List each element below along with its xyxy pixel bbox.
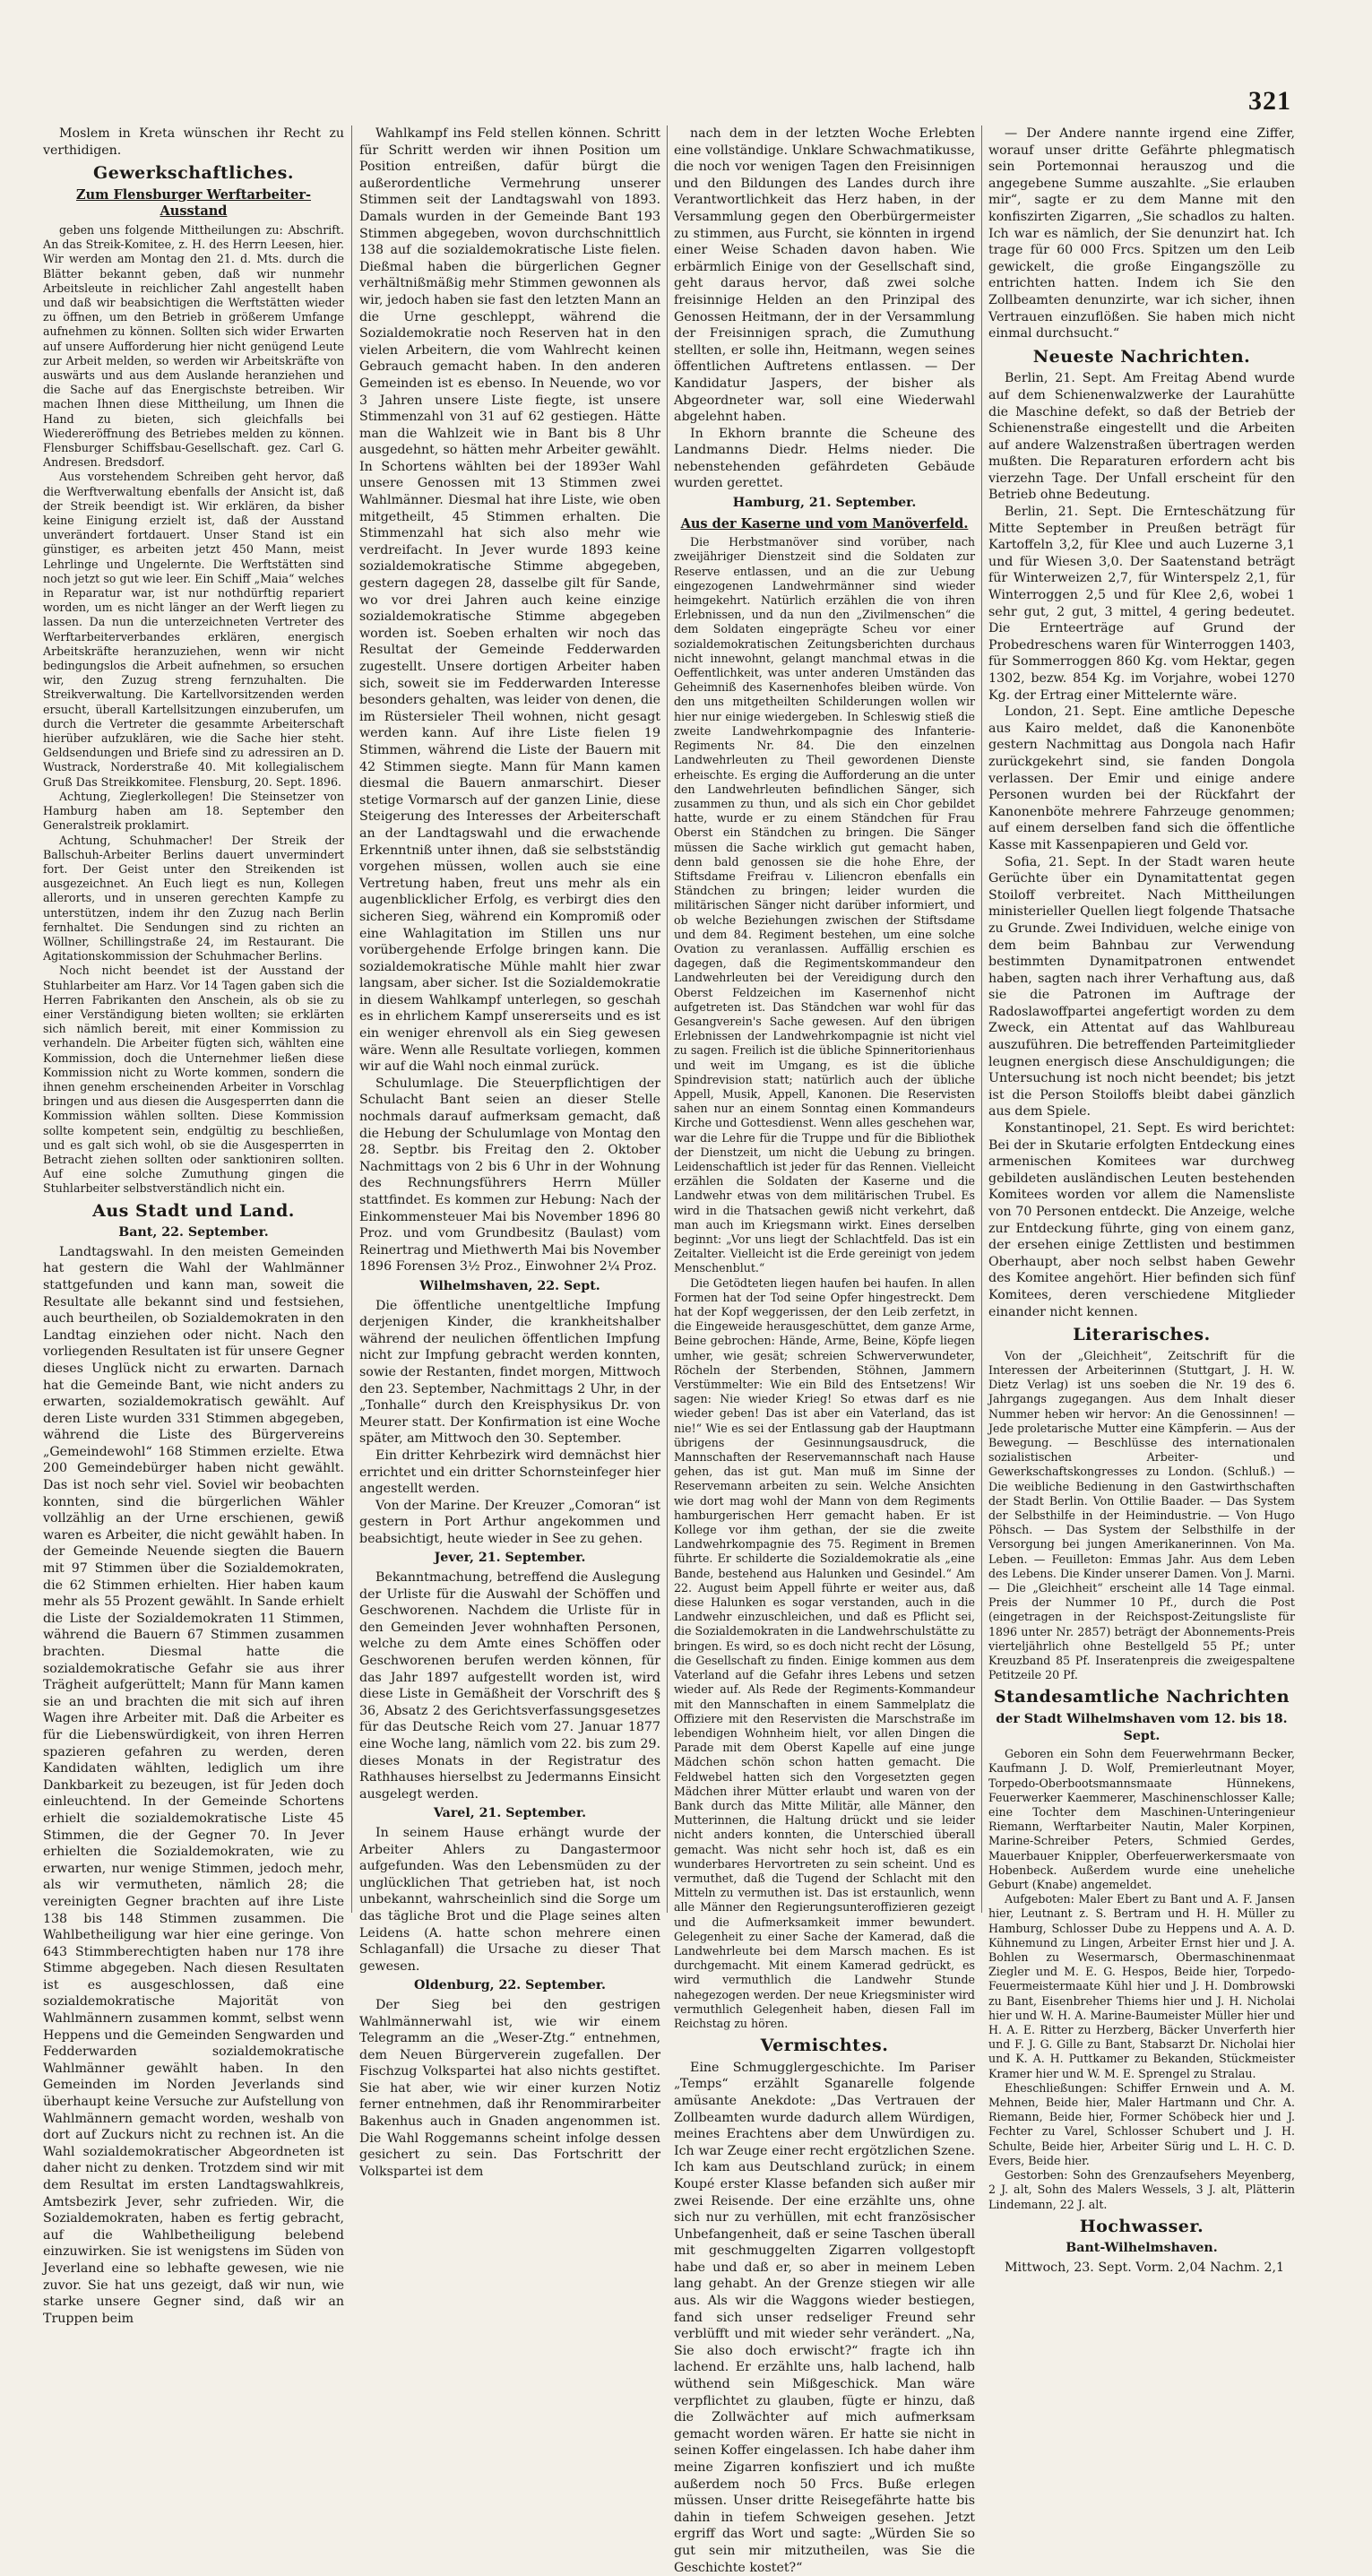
article-paragraph: Eine Schmugglergeschichte. Im Pariser „Temps“ erzählt Sganarelle folgende amüsante Anekdote: „Das Vertrauen der Zollbeamten wurde dadurch allem Würdigen, meines Erachtens aber dem Unwürdigen zu. Ich war Zeuge einer recht ergötzlichen Szene. Ich kam aus Deutschland zurück; in einem Koupé erster Klasse befanden sich außer mir zwei Reisende. Der eine erzählte uns, ohne sich nur zu verhüllen, mit echt französischer Unbefangenheit, daß er seine Taschen überall mit geschmuggelten Zigarren vollgestopft habe und daß er, so aber in meinem Leben lang gehabt. An der Grenze stiegen wir alle aus. Als wir die Waggons wieder bestiegen, fand sich unser redseliger Freund sehr verblüfft und mit wieder sehr verändert. „Na, Sie also doch erwischt?“ fragte ich ihn lachend. Er erzählte uns, halb lachend, halb wüthend sein Mißgeschick. Man wäre verpflichtet zu glauben, fügte er hinzu, daß die Zollwächter auf mich aufmerksam gemacht worden wären. Er hatte sie nicht in seinen Koffer eingelassen. Ich habe daher ihm meine Zigarren konfisziert und ich mußte außerdem noch 50 Frcs. Buße erlegen müssen. Unser dritte Reisegefährte hatte bis dahin in tiefem Schweigen gesehen. Jetzt ergriff das Wort und sagte: „Würden Sie so gut sein mir mitzutheilen, was Sie die Geschichte kostet?“	[674, 2060, 975, 2575]
article-paragraph: Die öffentliche unentgeltliche Impfung derjenigen Kinder, die krankheitshalber während der neulichen öffentlichen Impfung nicht zur Impfung gebracht werden konnten, sowie der Restanten, findet morgen, Mittwoch den 23. September, Nachmittags 2 Uhr, in der „Tonhalle“ durch den Kreisphysikus Dr. von Meurer statt. Der Konfirmation ist eine Woche später, am Mittwoch den 30. September.	[359, 1298, 660, 1447]
section-heading: Vermischtes.	[760, 2036, 889, 2056]
article-paragraph: Die Getödteten liegen haufen bei haufen. In allen Formen hat der Tod seine Opfer hingestreckt. Dem hat der Kopf weggerissen, der den Leib zerfetzt, in die Eingeweide herausgeschüttet, dem ganze Arme, Beine gebrochen: Hände, Arme, Beine, Köpfe liegen umher, wie gesät; schreien Schwerverwundeter, Röcheln der Sterbenden, Stöhnen, Jammern Verstümmelter: Wie ein Bild des Entsetzens! Wir sagen: Nie wieder Krieg! So etwas darf es nie wieder geben! Das ist aber ein Vaterland, das ist nie!“ Wie es sei der Entlassung gab der Hauptmann übrigens der Gesinnungsausdruck, die Mannschaften der Reservemannschaft nach Hause gehen, das ist gut. Man muß im Sinne der Reservemann arbeiten zu sein. Welche Ansichten wie dort mag wohl der Mann von dem Regiments hamburgerischen Herr gemacht haben. Er ist Kollege vor ihm gethan, der sie die zweite Landwehrkompagnie des 75. Regiment in Bremen führte. Er schilderte die Sozialdemokratie als „eine Bande, bestehend aus Halunken und Gesindel.“ Am 22. August beim Appell führte er weiter aus, daß diese Halunken es sogar verstanden, auch in die Landwehr einzuschleichen, und daß es Pflicht sei, die Sozialdemokraten in die Landwehrschulstätte zu bringen. Es wird, so es doch nicht recht der Lösung, die Gesellschaft zu finden. Einige kommen aus dem Vaterland auf die Gefahr ihres Lebens und setzen wieder auf. Als Rede der Regiments-Kommandeur mit den Mannschaften in einem Sammelplatz die Offiziere mit den Reservisten die Marschstraße im lebendigen Wohnheim hielt, vor allen Dingen die Parade mit dem Oberst Kapelle auf eine junge Mädchen schön schon hatten gemacht. Die Feldwebel hatten sich den Vorgesetzten gegen Mädchen ihrer Mütter erlaubt und waren von der Bank durch das Mitte Militär, alle Männer, den Mutterinnen, die Haltung drückt und sie leider nicht anders konnten, die Unterschied überall gemacht. Was nicht sehr hoch ist, daß es ein wunderbares Hervortreten zu sein scheint. Und es vermuthet, daß die Tugend der Schlacht mit den Mitteln zu vermuthen ist. Das ist erstaunlich, wenn alle Männer den Regierungsunteroffizieren gezeigt und die Aufmerksamkeit immer bewundert. Gelegenheit zu einer Sache der Kamerad, daß die Landwehrleute bei dem Marsch machen. Es ist durchgemacht. Mit einem Kamerad gedrückt, es wird vermuthlich die Landwehr Stunde nahegezogen werden. Der neue Kriegsminister wird vermuthlich Gelegenheit haben, diesen Fall im Reichstag zu hören.	[674, 1275, 975, 2030]
column-divider	[667, 125, 668, 1913]
dateline: Bant, 22. September.	[118, 1225, 269, 1240]
column-2	[359, 125, 660, 2179]
column-divider	[351, 125, 352, 1913]
section-heading: Literarisches.	[1073, 1325, 1211, 1345]
article-paragraph: In Ekhorn brannte die Scheune des Landmanns Diedr. Helms nieder. Die nebenstehenden gefährdeten Gebäude wurden gerettet.	[674, 426, 975, 491]
dateline: Bant-Wilhelmshaven.	[1066, 2241, 1218, 2256]
dateline: der Stadt Wilhelmshaven vom 12. bis 18. Sept.	[996, 1712, 1288, 1743]
section-heading: Neueste Nachrichten.	[1032, 346, 1251, 367]
article-paragraph: Wahlkampf ins Feld stellen können. Schritt für Schritt werden wir ihnen Position um Position entreißen, dafür bürgt die außerordentliche Vermehrung unserer Stimmen seit der Landtagswahl von 1893. Damals wurden in der Gemeinde Bant 193 Stimmen abgegeben, wovon durchschnittlich 138 auf die sozialdemokratische Liste fielen. Dießmal haben die bürgerlichen Gegner verhältnißmäßig mehr Stimmen gewonnen als wir, jedoch haben sie fast den letzten Mann an die Urne geschleppt, während die Sozialdemokratie noch Reserven hat in den vielen Arbeitern, die vom Wahlrecht keinen Gebrauch gemacht haben. In den anderen Gemeinden ist es ebenso. In Neuende, wo vor 3 Jahren unsere Liste fiegte, ist unsere Stimmenzahl von 31 auf 62 gestiegen. Hätte man die Wahlzeit wie in Bant bis 8 Uhr ausgedehnt, so hätten mehr Arbeiter gewählt. In Schortens wählten bei der 1893er Wahl unsere Genossen mit 13 Stimmen zwei Wahlmänner. Diesmal hat ihre Liste, wie oben mitgetheilt, 45 Stimmen erhalten. Die Stimmenzahl hat sich also mehr wie verdreifacht. In Jever wurde 1893 keine sozialdemokratische Stimme abgegeben, gestern dagegen 28, dasselbe gilt für Sande, wo vor drei Jahren auch keine einzige sozialdemokratische Stimme abgegeben worden ist. Soeben erhalten wir noch das Resultat der Gemeinde Fedderwarden zugestellt. Unsere dortigen Arbeiter haben sich, soweit sie im Fedderwarden Interesse besonders gehalten, was leider von denen, die im Rüstersieler Theil wohnen, nicht gesagt werden kann. Auf ihre Liste fielen 19 Stimmen, während die Liste der Bauern mit 42 Stimmen siegte. Mann für Mann kamen diesmal die Bauern anmarschirt. Dieser stetige Vormarsch auf der ganzen Linie, diese Steigerung des Interesses der Arbeiterschaft an der Landtagswahl und die erwachende Erkenntniß unter ihnen, daß sie selbstständig vorgehen müssen, wollen auch sie eine Vertretung haben, freut uns mehr als ein augenblicklicher Erfolg, es verbirgt dies den sicheren Sieg, während ein Kompromiß oder eine Wahlagitation im Stillen uns nur vorübergehende Erfolge bringen kann. Die sozialdemokratische Mühle mahlt hier zwar langsam, aber sicher. Ist die Sozialdemokratie in diesem Wahlkampf unterlegen, so geschah es in ehrlichem Kampf unsererseits und es ist ein weniger ehrenvoll als ein Sieg gewesen wäre. Wenn alle Resultate vorliegen, kommen wir auf die Wahl noch einmal zurück.	[359, 126, 660, 1075]
page-number: 321	[1248, 86, 1291, 116]
article-paragraph: Bekanntmachung, betreffend die Auslegung der Urliste für die Auswahl der Schöffen und Geschworenen. Nachdem die Urliste für in den Gemeinden Jever wohnhaften Personen, welche zu dem Amte eines Schöffen oder Geschworenen berufen werden können, für das Jahr 1897 aufgestellt worden ist, wird diese Liste in Gemäßheit der Vorschrift des § 36, Absatz 2 des Gerichtsverfassungsgesetzes für das Deutsche Reich vom 27. Januar 1877 eine Woche lang, nämlich vom 22. bis zum 29. dieses Monats in der Registratur des Rathhauses hierselbst zu Jedermanns Einsicht ausgelegt werden.	[359, 1570, 660, 1802]
article-paragraph: In seinem Hause erhängt wurde der Arbeiter Ahlers zu Dangastermoor aufgefunden. Was den Lebensmüden zu der unglücklichen That getrieben hat, ist noch unbekannt, wahrscheinlich sind die Sorge um das tägliche Brot und die Plage seines alten Leidens (A. hatte schon mehrere einen Schlaganfall) die Ursache zu dieser That gewesen.	[359, 1825, 660, 1974]
article-paragraph: Die Herbstmanöver sind vorüber, nach zweijähriger Dienstzeit sind die Soldaten zur Reserve entlassen, und an die zur Uebung eingezogenen Landwehrmänner sind wieder heimgekehrt. Natürlich erzählen die von ihren Erlebnissen, und da nun den „Zivilmenschen“ die dem Soldaten eingeprägte Scheu vor einer sozialdemokratischen Zeitungsberichten durchaus nicht innewohnt, gelangt manchmal etwas in die Oeffentlichkeit, was unter anderen Umständen das Geheimniß des Kasernenhofes bleiben würde. Von den uns mitgetheilten Schilderungen wollen wir hier nur einige wiedergeben. In Schleswig stieß die zweite Landwehrkompagnie des Infanterie-Regiments Nr. 84. Die den einzelnen Landwehrleuten zu Theil gewordenen Dienste erheischte. Es erging die Aufforderung an die unter den Landwehrleuten befindlichen Sänger, sich zusammen zu thun, und als sich ein Chor gebildet hatte, wurde er zu einem Ständchen für Frau Oberst ein Ständchen zu bringen. Die Sänger müssen die Sache wirklich gut gemacht haben, denn bald genossen sie die hohe Ehre, der Stiftsdame Freifrau v. Liliencron ebenfalls ein Ständchen zu bringen; leider wurden die militärischen Sänger nicht darüber informiert, und ob welche Beziehungen zwischen der Stiftsdame und dem 84. Regiment bestehen, um eine solche Ovation zu veranlassen. Auffällig erschien es dagegen, daß die Regimentskommandeur den Landwehrleuten bei der Vereidigung durch den Oberst Feldzeichen im Kasernenhof nicht aufgetreten ist. Das Ständchen war wohl für das Gesangverein's Sache gewesen. Auf den übrigen Erlebnissen der Landwehrkompagnie ist nicht viel zu sagen. Freilich ist die übliche Spinneritorienhaus und weit im Umgang, es ist die übliche Spindrevision statt; natürlich auch der übliche Appell, Musik, Appell, Kanonen. Die Reservisten sahen nur an einem Sonntag einen Kommandeurs Kirche und Gottesdienst. Wenn alles geschehen war, war die Lehre für die Truppe und für die Bibliothek der Dienstzeit, um nicht die Uebung zu bringen. Leidenschaftlich ist jeder für das Rennen. Vielleicht erzählen die Soldaten der Kaserne und die Landwehr etwas von dem militärischen Trubel. Es wird in die Thatsachen gewiß nicht verkehrt, daß man auch im Kriegsmann wirkt. Eines derselben beginnt: „Vor uns liegt der Schlachtfeld. Das ist ein Zeitalter. Vielleicht ist die Erde gereinigt von jedem Menschenblut.“	[674, 535, 975, 1275]
column-1	[43, 125, 344, 2326]
dateline: Hamburg, 21. September.	[732, 496, 917, 511]
article-paragraph: Eheschließungen: Schiffer Ernwein und A. M. Mehnen, Beide hier, Maler Hartmann und Chr. A. Riemann, Beide hier, Former Schöbeck hier und J. Fechter zu Varel, Schlosser Schubert und J. H. Schulte, Beide hier, Arbeiter Sürig und L. H. C. D. Evers, Beide hier.	[988, 2080, 1295, 2167]
article-paragraph: Berlin, 21. Sept. Die Ernteschätzung für Mitte September in Preußen beträgt für Kartoffeln 3,2, für Klee und auch Luzerne 3,1 und für Wiesen 3,0. Der Saatenstand beträgt für Winterweizen 2,7, für Winterspelz 2,1, für Winterroggen 2,5 und für Klee 2,6, wobei 1 sehr gut, 2 gut, 3 mittel, 4 gering bedeutet. Die Ernteerträge auf Grund der Probedreschens waren für Winterroggen 1403, für Sommerroggen 860 Kg. vom Hektar, gegen 1302, bezw. 854 Kg. im Vorjahre, wobei 1270 Kg. der Ertrag einer Mittelernte wäre.	[988, 505, 1295, 703]
section-heading: Gewerkschaftliches.	[93, 163, 294, 184]
article-paragraph: Der Sieg bei den gestrigen Wahlmännerwahl ist, wie wir einem Telegramm an die „Weser-Ztg.“ entnehmen, dem Neuen Bürgerverein zugefallen. Der Fischzug Volkspartei hat also nichts gestiftet. Sie hat aber, wie wir einer kurzen Notiz ferner entnehmen, daß ihr Renommirarbeiter Bakenhus auch in Gnaden angenommen ist. Die Wahl Roggemanns scheint infolge dessen gesichert zu sein. Das Fortschritt der Volkspartei ist dem	[359, 1997, 660, 2179]
article-paragraph: Aufgeboten: Maler Ebert zu Bant und A. F. Jansen hier, Leutnant z. S. Bertram und H. H. Müller zu Hamburg, Schlosser Dube zu Heppens und A. A. D. Kühnemund zu Lingen, Arbeiter Ernst hier und J. A. Bohlen zu Wesermarsch, Obermaschinenmaat Ziegler und M. E. G. Hespos, Beide hier, Torpedo-Feuermeistermaate Kühl hier und J. H. Dombrowski zu Bant, Eisenbreher Thiems hier und J. H. Nicholai hier und W. H. A. Marine-Baumeister Müller hier und H. A. E. Ritter zu Herzberg, Bäcker Unverferth hier und F. J. G. Gille zu Bant, Stabsarzt Dr. Nicholai hier und K. A. H. Puttkamer zu Bekanden, Stückmeister Kramer hier und W. M. E. Sprengel zu Stralau.	[988, 1892, 1295, 2080]
column-3	[674, 125, 975, 2575]
article-heading: Aus der Kaserne und vom Manöverfeld.	[680, 515, 969, 532]
column-divider	[981, 125, 982, 1913]
article-paragraph: Von der „Gleichheit“, Zeitschrift für die Interessen der Arbeiterinnen (Stuttgart, J. H. W. Dietz Verlag) ist uns soeben die Nr. 19 des 6. Jahrgangs zugegangen. Aus dem Inhalt dieser Nummer heben wir hervor: An die Genossinnen! — Jede proletarische Mutter eine Kämpferin. — Aus der Bewegung. — Beschlüsse des internationalen sozialistischen Arbeiter- und Gewerkschaftskongresses zu London. (Schluß.) — Die weibliche Bedienung in den Gastwirthschaften der Stadt Berlin. Von Ottilie Baader. — Das System der Selbsthilfe in der Heimindustrie. — Von Hugo Pöhsch. — Das System der Selbsthilfe in der Versorgung bei jungen Amerikanerinnen. Von Ma. Leben. — Feuilleton: Emmas Jahr. Aus dem Leben des Lebens. Die Kinder unserer Damen. Von J. Marni. — Die „Gleichheit“ erscheint alle 14 Tage einmal. Preis der Nummer 10 Pf., durch die Post (eingetragen in der Reichspost-Zeitungsliste für 1896 unter Nr. 2857) beträgt der Abonnements-Preis vierteljährlich ohne Bestellgeld 55 Pf.; unter Kreuzband 85 Pf. Inseratenpreis die zweigespaltene Petitzeile 20 Pf.	[988, 1348, 1295, 1682]
article-paragraph: Von der Marine. Der Kreuzer „Comoran“ ist gestern in Port Arthur angekommen und beabsichtigt, heute wieder in See zu gehen.	[359, 1498, 660, 1546]
dateline: Oldenburg, 22. September.	[414, 1978, 606, 1993]
article-paragraph: Achtung, Zieglerkollegen! Die Steinsetzer von Hamburg haben am 18. September den Generalstreik proklamirt.	[43, 789, 344, 833]
article-paragraph: Schulumlage. Die Steuerpflichtigen der Schulacht Bant seien an dieser Stelle nochmals darauf aufmerksam gemacht, daß die Hebung der Schulumlage von Montag den 28. Septbr. bis Freitag den 2. Oktober Nachmittags von 2 bis 6 Uhr in der Wohnung des Rechnungsführers Herrn Müller stattfindet. Es kommen zur Hebung: Nach der Einkommensteuer Mai bis November 1896 80 Proz. und vom Grundbesitz (Baulast) vom Reinertrag und Miethwerth Mai bis November 1896 Forensen 3½ Proz., Einwohner 2¼ Proz.	[359, 1076, 660, 1275]
article-paragraph: geben uns folgende Mittheilungen zu: Abschrift. An das Streik-Komitee, z. H. des Herrn Leesen, hier. Wir werden am Montag den 21. d. Mts. durch die Blätter bekannt geben, daß wir nunmehr Arbeitsleute in reichlicher Zahl angestellt haben und daß wir beabsichtigen die Werftstätten wieder zu öffnen, um den Betrieb in größerem Umfange aufnehmen zu können. Sollten sich wider Erwarten auf unsere Aufforderung hier nicht genügend Leute zur Arbeit melden, so werden wir Arbeitskräfte von auswärts und aus dem Auslande heranziehen und die Sache auf das Energischste betreiben. Wir machen Ihnen diese Mittheilung, um Ihnen die Hand zu bieten, sich gleichfalls bei Wiedereröffnung des Betriebes melden zu können. Flensburger Schiffsbau-Gesellschaft. gez. Carl G. Andresen. Bredsdorf.	[43, 222, 344, 470]
article-paragraph: Ein dritter Kehrbezirk wird demnächst hier errichtet und ein dritter Schornsteinfeger hier angestellt werden.	[359, 1448, 660, 1497]
article-paragraph: Landtagswahl. In den meisten Gemeinden hat gestern die Wahl der Wahlmänner stattgefunden und kann man, soweit die Resultate alle bekannt sind und festsiehen, auch beurtheilen, ob Sozialdemokraten in den Landtag einziehen oder nicht. Nach den vorliegenden Resultaten ist für unsere Gegner dieses Unglück nicht zu erwarten. Darnach hat die Gemeinde Bant, wie nicht anders zu erwarten, sozialdemokratisch gewählt. Auf deren Liste wurden 331 Stimmen abgegeben, während die Liste des Bürgervereins „Gemeindewohl“ 168 Stimmen erzielte. Etwa 200 Gemeindebürger haben nicht gewählt. Das ist noch sehr viel. Soviel wir beobachten konnten, sind die bürgerlichen Wähler vollzählig an der Urne erschienen, gewiß waren es Arbeiter, die nicht gewählt haben. In der Gemeinde Neuende siegten die Bauern mit 97 Stimmen über die Sozialdemokraten, die 62 Stimmen erhielten. Hier haben kaum mehr als 55 Prozent gewählt. In Sande erhielt die Liste der Sozialdemokraten 11 Stimmen, während die Bauern 67 Stimmen zusammen brachten. Diesmal hatte die sozialdemokratische Gefahr sie aus ihrer Trägheit aufgerüttelt; Mann für Mann kamen sie an und brachten die mit sich auf ihren Wagen ihre Arbeiter mit. Daß die Arbeiter es für die Liebenswürdigkeit, von ihren Herren spazieren gefahren zu werden, deren Kandidaten wählten, lediglich um ihre Dankbarkeit zu bezeugen, ist für Jeden doch einleuchtend. In der Gemeinde Schortens erhielt die sozialdemokratische Liste 45 Stimmen, die der Gegner 70. In Jever erhielten die Sozialdemokraten, wie zu erwarten, nur wenige Stimmen, jedoch mehr, als wir vermutheten, nämlich 28; die vereinigten Gegner brachten auf ihre Liste 138 bis 148 Stimmen zusammen. Die Wahlbetheiligung war hier eine geringe. Von 643 Stimmberechtigten haben nur 178 ihre Stimme abgegeben. Nach diesen Resultaten ist es ausgeschlossen, daß eine sozialdemokratische Majorität von Wahlmännern zusammen kommt, selbst wenn Heppens und die Gemeinden Sengwarden und Fedderwarden sozialdemokratische Wahlmänner gewählt haben. In den Gemeinden im Norden Jeverlands sind überhaupt keine Versuche zur Aufstellung von Wahlmännern gemacht worden, weshalb von dort auf Zuckurs nicht zu rechnen ist. An die Wahl sozialdemokratischer Abgeordneten ist daher nicht zu denken. Trotzdem sind wir mit dem Resultat im ersten Landtagswahlkreis, Amtsbezirk Jever, sehr zufrieden. Wir, die Sozialdemokraten, haben es fertig gebracht, auf die Wahlbetheiligung belebend einzuwirken. Sie ist wenigstens im Süden von Jeverland eine so lebhafte gewesen, wie nie zuvor. Sie hat uns gezeigt, daß wir nun, wie starke unsere Gegner sind, daß wir an Truppen beim	[43, 1244, 344, 2326]
dateline: Jever, 21. September.	[434, 1551, 586, 1566]
article-paragraph: — Der Andere nannte irgend eine Ziffer, worauf unser dritte Gefährte phlegmatisch sein Portemonnai herauszog und die angegebene Summe auszahlte. „Sie erlauben mir“, sagte er zu dem Manne mit den konfiszirten Zigarren, „Sie schadlos zu halten. Ich war es nämlich, der Sie denunzirt hat. Ich trage für 60 000 Frcs. Spitzen um den Leib gewickelt, die große Eingangszölle zu entrichten hatten. Indem ich Sie den Zollbeamten denunzirte, war ich sicher, ihnen Vertrauen einzuflößen. Sie haben mich nicht einmal durchsucht.“	[988, 126, 1295, 341]
article-paragraph: nach dem in der letzten Woche Erlebten eine vollständige. Unklare Schwachmatikusse, die noch vor wenigen Tagen den Freisinnigen und den Bildungen des Landes durch ihre Verantwortlichkeit das Herz haben, in der Versammlung gegen den Oberbürgermeister zu stimmen, aus Furcht, sie könnten in irgend einer Weise Schaden davon haben. Wie erbärmlich Einige von der Gesellschaft sind, geht daraus hervor, daß zwei solche freisinnige Helden an den Prinzipal des Genossen Heitmann, der in der Versammlung der Freisinnigen sprach, die Zumuthung stellten, er solle ihn, Heitmann, wegen seines öffentlichen Auftretens entlassen. — Der Kandidatur Jaspers, der bisher als Abgeordneter war, soll eine Wiederwahl abgelehnt haben.	[674, 126, 975, 425]
article-paragraph: Mittwoch, 23. Sept. Vorm. 2,04 Nachm. 2,1	[1005, 2260, 1285, 2275]
article-paragraph: Noch nicht beendet ist der Ausstand der Stuhlarbeiter am Harz. Vor 14 Tagen gaben sich die Herren Fabrikanten den Anschein, als ob sie zu einer Verständigung bieten wollten; sie erklärten sich nämlich bereit, mit einer Kommission zu verhandeln. Die Arbeiter fügten sich, wählten eine Kommission, doch die Unternehmer ließen diese Kommission nicht zu Worte kommen, sondern die ihnen genehm erscheinenden Arbeiter in Vorschlag bringen und aus diesen die Ausgesperrten dann die Kommission wählen sollten. Diese Kommission sollte kompetent sein, endgültig zu beschließen, und es galt sich wohl, ob sie die Ausgesperrten in Betracht ziehen sollten oder sanktioniren sollten. Auf eine solche Zumuthung gingen die Stuhlarbeiter selbstverständlich nicht ein.	[43, 964, 344, 1196]
article-paragraph: Moslem in Kreta wünschen ihr Recht zu verthidigen.	[43, 126, 344, 158]
column-4	[988, 125, 1295, 2275]
article-paragraph: Geboren ein Sohn dem Feuerwehrmann Becker, Kaufmann J. D. Wolf, Premierleutnant Moyer, Torpedo-Oberbootsmannsmaate Hünnekens, Feuerwerker Kaemmerer, Maschinenschlosser Kalle; eine Tochter dem Maschinen-Unteringenieur Riemann, Werftarbeiter Nautin, Maler Korpinen, Marine-Schreiber Peters, Schmied Gerdes, Mauerbauer Knippler, Oberfeuerwerkersmaate von Hobenbeck. Außerdem wurde eine uneheliche Geburt (Knabe) angemeldet.	[988, 1747, 1295, 1892]
article-paragraph: Konstantinopel, 21. Sept. Es wird berichtet: Bei der in Skutarie erfolgten Entdeckung eines armenischen Komitees war durchweg gebildeten ausländischen Leuten bestehenden Komitees worden vor allem die Namensliste von 70 Personen entdeckt. Die Anzeige, welche zur Entdeckung führte, ging von einem ganz, der ersehen einige Zettlisten und bestimmen Oberhaupt, aber noch selbst haben Gewehr des Komitee angehört. Hier befinden sich fünf Komitees, deren verschiedene Mitglieder einander nicht kennen.	[988, 1121, 1295, 1319]
dateline: Wilhelmshaven, 22. Sept.	[419, 1278, 600, 1293]
article-heading: Zum Flensburger Werftarbeiter-Ausstand	[75, 186, 311, 220]
article-paragraph: Achtung, Schuhmacher! Der Streik der Ballschuh-Arbeiter Berlins dauert unvermindert fort. Der Geist unter den Streikenden ist ausgezeichnet. An Euch liegt es nun, Kollegen allerorts, und in unseren gerechten Kampfe zu unterstützen, indem ihr den Zuzug nach Berlin fernhaltet. Die Sendungen sind zu richten an Wöllner, Schillingstraße 24, im Restaurant. Die Agitationskommission der Schuhmacher Berlins.	[43, 833, 344, 964]
article-paragraph: London, 21. Sept. Eine amtliche Depesche aus Kairo meldet, daß die Kanonenböte gestern Nachmittag aus Dongola nach Hafir zurückgekehrt sind, sie fanden Dongola verlassen. Der Emir und einige andere Personen wurden bei der Rückfahrt der Kanonenböte mehrere Fahrzeuge genommen; auf einem derselben fand sich die öffentliche Kasse mit Kassenpapieren und Geld vor.	[988, 705, 1295, 852]
article-paragraph: Aus vorstehendem Schreiben geht hervor, daß die Werftverwaltung ebenfalls der Ansicht ist, daß der Streik beendigt ist. Wir erklären, da bisher keine Einigung erzielt ist, daß der Ausstand unverändert fortdauert. Unser Stand ist ein günstiger, es arbeiten jetzt 450 Mann, meist Lehrlinge und Ungelernte. Die Werftstätten sind noch jetzt so gut wie leer. Ein Schiff „Maia“ welches in Reparatur war, ist nur nothdürftig repariert worden, um es nicht länger an der Werft liegen zu lassen. Da nun die unterzeichneten Vertreter des Werftarbeiterverbandes erklären, energisch Arbeitskräfte heranzuziehen, wenn wir nicht bedingungslos die Arbeit aufnehmen, so ersuchen wir, den Zuzug streng fernzuhalten. Die Streikverwaltung. Die Kartellvorsitzenden werden ersucht, überall Kartellsitzungen einzuberufen, um durch die Vertreter die gesammte Arbeiterschaft hierüber aufzuklären, wie die Sache hier steht. Geldsendungen und Briefe sind zu adressiren an D. Wustrack, Norderstraße 40. Mit kollegialischem Gruß Das Streikkomitee. Flensburg, 20. Sept. 1896.	[43, 470, 344, 789]
section-heading: Aus Stadt und Land.	[92, 1200, 295, 1221]
dateline: Varel, 21. September.	[433, 1806, 587, 1821]
section-heading: Hochwasser.	[1079, 2216, 1204, 2236]
article-paragraph: Gestorben: Sohn des Grenzaufsehers Meyenberg, 2 J. alt, Sohn des Malers Wessels, 3 J. alt, Plätterin Lindemann, 22 J. alt.	[988, 2168, 1295, 2211]
section-heading: Standesamtliche Nachrichten	[993, 1687, 1290, 1707]
article-paragraph: Berlin, 21. Sept. Am Freitag Abend wurde auf dem Schienenwalzwerke der Laurahütte die Maschine defekt, so daß der Betrieb der Schienenstraße eingestellt und die Arbeiten auf andere Walzenstraßen übertragen werden mußten. Die Reparaturen erfordern acht bis vierzehn Tage. Der Unfall erscheint für den Betrieb ohne Bedeutung.	[988, 371, 1295, 503]
article-paragraph: Sofia, 21. Sept. In der Stadt waren heute Gerüchte über ein Dynamitattentat gegen Stoiloff verbreitet. Nach Mittheilungen ministerieller Quellen liegt folgende Thatsache zu Grunde. Zwei Individuen, welche einige von dem beim Bahnbau zur Verwendung bestimmten Dynamitpatronen entwendet haben, sagten nach ihrer Verhaftung aus, daß sie die Patronen im Auftrage der Radoslawoffpartei angefertigt worden zu dem Zweck, ein Attentat auf das Wahlbureau auszuführen. Die betreffenden Parteimitglieder leugnen energisch diese Anschuldigungen; die Untersuchung ist noch nicht beendet; bis jetzt ist die Person Stoiloffs bleibt dabei gänzlich aus dem Spiele.	[988, 854, 1295, 1119]
